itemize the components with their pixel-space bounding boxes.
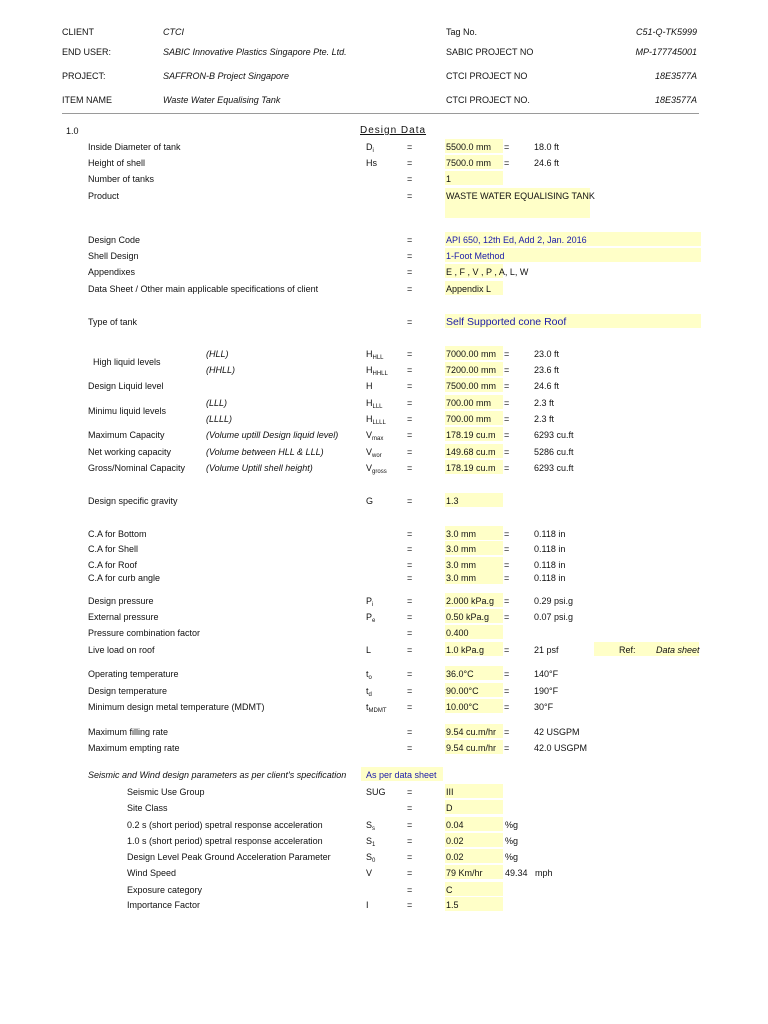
row-converted-value: 0.29 psi.g [534,596,574,606]
seismic-row-value: 79 Km/hr [446,868,483,878]
row-equals: = [407,612,413,622]
row-label: External pressure [88,612,159,622]
row-label: Inside Diameter of tank [88,142,181,152]
row-equals-conversion: = [504,463,510,473]
row-symbol: $H_{LLLL}$ [366,414,386,426]
row-label: Live load on roof [88,645,155,655]
row-value: 36.0°C [446,669,474,679]
row-note: (Volume uptill Design liquid level) [206,430,339,440]
row-value: WASTE WATER EQUALISING TANK [446,191,595,201]
row-label: Gross/Nominal Capacity [88,463,186,473]
row-value: API 650, 12th Ed, Add 2, Jan. 2016 [446,235,587,245]
reference-value: Data sheet [656,645,700,655]
row-equals: = [407,191,413,201]
header-value-end-user: SABIC Innovative Plastics Singapore Pte. Ltd. [163,47,347,57]
row-converted-value: 5286 cu.ft [534,447,574,457]
section-number: 1.0 [66,126,79,136]
row-symbol: L [366,645,372,655]
row-equals-conversion: = [504,560,510,570]
row-equals: = [407,284,413,294]
seismic-row-equals: = [407,900,413,910]
row-converted-value: 2.3 ft [534,398,555,408]
row-label: C.A for Roof [88,560,138,570]
row-equals-conversion: = [504,727,510,737]
row-symbol-subscript: i [372,602,374,608]
row-converted-value: 6293 cu.ft [534,463,574,473]
row-symbol: G [366,496,374,506]
header-value-item-name: Waste Water Equalising Tank [163,95,281,105]
row-label: C.A for Shell [88,544,139,554]
row-equals: = [407,398,413,408]
row-equals-conversion: = [504,612,510,622]
row-label: Design specific gravity [88,496,178,506]
section-title: Design Data [360,125,427,136]
row-symbol-subscript: gross [372,469,387,475]
seismic-row-value: 0.04 [446,820,464,830]
value-highlight [445,171,503,185]
row-equals-conversion: = [504,529,510,539]
row-equals: = [407,430,413,440]
row-equals: = [407,702,413,712]
header-label-project: PROJECT: [62,71,106,81]
row-label: C.A for Bottom [88,529,147,539]
row-label: Maximum empting rate [88,743,180,753]
row-equals-conversion: = [504,414,510,424]
row-value: 700.00 mm [446,414,492,424]
header-value-client: CTCI [163,27,184,37]
row-converted-value: 18.0 ft [534,142,560,152]
row-converted-value: 42.0 USGPM [534,743,588,753]
row-symbol-subscript: HHLL [372,371,388,377]
row-label: Design Code [88,235,141,245]
row-equals: = [407,727,413,737]
row-value: 700.00 mm [446,398,492,408]
seismic-row-label: Exposure category [127,885,203,895]
seismic-row-value: 1.5 [446,900,459,910]
seismic-value-highlight [445,784,503,798]
row-equals: = [407,251,413,261]
row-value: 3.0 mm [446,544,477,554]
row-symbol: H [366,381,373,391]
header-value-tag: C51-Q-TK5999 [635,27,697,37]
seismic-row-label: Wind Speed [127,868,177,878]
row-equals: = [407,235,413,245]
row-equals-conversion: = [504,381,510,391]
seismic-row-symbol: V [366,868,373,878]
seismic-row-equals: = [407,820,413,830]
row-value: 149.68 cu.m [446,447,496,457]
row-equals-conversion: = [504,544,510,554]
row-symbol-subscript: e [372,618,376,624]
row-label: Design Liquid level [88,381,164,391]
row-converted-value: 0.118 in [534,560,566,570]
seismic-row-equals: = [407,885,413,895]
row-equals-conversion: = [504,669,510,679]
row-equals-conversion: = [504,447,510,457]
seismic-row-symbol: $S_1$ [366,836,376,848]
header-divider [62,113,699,114]
row-symbol-subscript: i [372,148,374,154]
seismic-row-unit: %g [505,852,519,862]
row-equals-conversion: = [504,686,510,696]
row-symbol: $V_{gross}$ [366,463,387,475]
row-value: 1 [446,174,452,184]
seismic-row-equals: = [407,787,413,797]
row-converted-value: 42 USGPM [534,727,580,737]
row-equals: = [407,142,413,152]
seismic-heading: Seismic and Wind design parameters as per client's specification [88,770,347,780]
row-symbol: Hs [366,158,377,168]
row-converted-value: 6293 cu.ft [534,430,574,440]
row-symbol-subscript: MDMT [368,708,387,714]
row-equals-conversion: = [504,398,510,408]
row-value: 7000.00 mm [446,349,497,359]
row-equals: = [407,496,413,506]
row-label: Design pressure [88,596,154,606]
row-note: (HLL) [206,349,229,359]
row-symbol: $V_{max}$ [366,430,384,442]
row-symbol: $H_{HHLL}$ [366,365,388,377]
row-converted-value: 140°F [534,669,559,679]
seismic-row-value: III [446,787,454,797]
header-label-tag: Tag No. [446,27,478,37]
row-value: 1-Foot Method [446,251,505,261]
row-label: High liquid levels [93,357,161,367]
row-symbol: $P_i$ [366,596,374,608]
row-symbol: $H_{HLL}$ [366,349,384,361]
header-label-sabic-project: SABIC PROJECT NO [446,47,534,57]
row-label: Design temperature [88,686,168,696]
row-equals: = [407,628,413,638]
row-value: 1.0 kPa.g [446,645,485,655]
row-equals: = [407,596,413,606]
seismic-row-label: Site Class [127,803,168,813]
row-label: Operating temperature [88,669,179,679]
row-value: 90.00°C [446,686,479,696]
row-converted-value: 0.118 in [534,573,566,583]
row-value: 178.19 cu.m [446,430,496,440]
row-equals: = [407,365,413,375]
row-value: 7500.00 mm [446,381,497,391]
header-value-project: SAFFRON-B Project Singapore [163,71,290,81]
row-label: Appendixes [88,267,136,277]
row-value: E , F , V , P , A, L, W [446,267,529,277]
row-converted-value: 21 psf [534,645,559,655]
row-symbol: $V_{wor}$ [366,447,382,459]
row-symbol: $P_e$ [366,612,376,624]
header-label-ctci-project-2: CTCI PROJECT NO. [446,95,530,105]
row-converted-value: 24.6 ft [534,158,560,168]
header-label-ctci-project: CTCI PROJECT NO [446,71,528,81]
row-value: 7500.0 mm [446,158,492,168]
seismic-row-label: Importance Factor [127,900,201,910]
seismic-row-symbol-subscript: 0 [372,858,376,864]
header-label-end-user: END USER: [62,47,112,57]
row-equals-conversion: = [504,743,510,753]
row-value: 1.3 [446,496,459,506]
row-label: C.A for curb angle [88,573,161,583]
seismic-row-extra: 49.34 [505,868,528,878]
seismic-row-symbol-subscript: 1 [372,842,376,848]
row-value: 2.000 kPa.g [446,596,495,606]
row-value: Self Supported cone Roof [446,316,567,328]
header-value-ctci-project: 18E3577A [654,71,697,81]
row-label: Height of shell [88,158,146,168]
seismic-heading-value: As per data sheet [366,770,437,780]
row-converted-value: 0.118 in [534,544,566,554]
row-equals: = [407,463,413,473]
row-symbol-subscript: o [368,675,372,681]
row-label: Type of tank [88,317,138,327]
row-equals: = [407,669,413,679]
row-symbol-subscript: LLL [372,404,383,410]
row-equals: = [407,544,413,554]
row-converted-value: 2.3 ft [534,414,555,424]
seismic-row-symbol: $S_s$ [366,820,376,832]
header-value-sabic-project: MP-177745001 [635,47,697,57]
row-symbol-subscript: d [368,692,372,698]
reference-label: Ref: [619,645,636,655]
row-converted-value: 190°F [534,686,559,696]
row-symbol-subscript: LLLL [372,420,386,426]
row-equals-conversion: = [504,596,510,606]
row-symbol-subscript: max [372,436,384,442]
row-label: Minimum design metal temperature (MDMT) [88,702,265,712]
header-label-item-name: ITEM NAME [62,95,113,105]
row-converted-value: 0.07 psi.g [534,612,574,622]
seismic-row-symbol: $S_0$ [366,852,376,864]
row-value: 178.19 cu.m [446,463,496,473]
header-value-ctci-project-2: 18E3577A [654,95,697,105]
row-equals: = [407,174,413,184]
row-label: Maximum filling rate [88,727,169,737]
seismic-value-highlight [445,800,503,814]
row-equals-conversion: = [504,702,510,712]
seismic-row-unit: mph [535,868,553,878]
seismic-row-unit: %g [505,820,519,830]
row-equals-conversion: = [504,645,510,655]
row-equals: = [407,349,413,359]
seismic-row-label: Seismic Use Group [127,787,205,797]
seismic-row-unit: %g [505,836,519,846]
seismic-row-equals: = [407,803,413,813]
row-converted-value: 30°F [534,702,554,712]
row-label: Data Sheet / Other main applicable specifications of client [88,284,319,294]
row-symbol: $t_{MDMT}$ [366,702,387,714]
row-label: Product [88,191,120,201]
row-note: (LLL) [206,398,228,408]
row-equals: = [407,447,413,457]
row-value: 3.0 mm [446,529,477,539]
row-value: 0.50 kPa.g [446,612,490,622]
row-equals-conversion: = [504,573,510,583]
row-note: (Volume Uptill shell height) [206,463,313,473]
row-equals-conversion: = [504,142,510,152]
row-value: 9.54 cu.m/hr [446,743,497,753]
seismic-row-label: Design Level Peak Ground Acceleration Parameter [127,852,331,862]
seismic-value-highlight [445,882,503,896]
row-value: 5500.0 mm [446,142,492,152]
seismic-row-symbol-subscript: s [372,826,376,832]
row-symbol: $t_d$ [366,686,372,698]
row-equals: = [407,317,413,327]
row-equals: = [407,743,413,753]
seismic-row-equals: = [407,868,413,878]
row-symbol-subscript: HLL [372,355,384,361]
row-equals: = [407,267,413,277]
row-converted-value: 23.6 ft [534,365,560,375]
seismic-row-label: 0.2 s (short period) spetral response acceleration [127,820,323,830]
row-label: Shell Design [88,251,139,261]
row-symbol: $H_{LLL}$ [366,398,383,410]
seismic-row-symbol: I [366,900,369,910]
row-converted-value: 23.0 ft [534,349,560,359]
row-label: Pressure combination factor [88,628,201,638]
seismic-row-symbol: SUG [366,787,386,797]
seismic-row-equals: = [407,836,413,846]
row-note: (HHLL) [206,365,236,375]
seismic-row-value: 0.02 [446,852,464,862]
row-note: (LLLL) [206,414,233,424]
row-equals: = [407,158,413,168]
row-equals: = [407,686,413,696]
seismic-row-value: 0.02 [446,836,464,846]
row-equals: = [407,414,413,424]
seismic-row-value: C [446,885,453,895]
row-label: Minimu liquid levels [88,406,167,416]
row-equals: = [407,645,413,655]
seismic-row-equals: = [407,852,413,862]
row-label: Number of tanks [88,174,155,184]
row-equals: = [407,560,413,570]
row-equals-conversion: = [504,430,510,440]
row-converted-value: 0.118 in [534,529,566,539]
row-equals: = [407,573,413,583]
row-symbol-subscript: wor [372,453,382,459]
row-label: Maximum Capacity [88,430,165,440]
row-value: 3.0 mm [446,573,477,583]
row-symbol: $D_i$ [366,142,374,154]
row-value: 0.400 [446,628,469,638]
row-equals: = [407,529,413,539]
row-equals: = [407,381,413,391]
row-value: 7200.00 mm [446,365,497,375]
row-value: 9.54 cu.m/hr [446,727,497,737]
header-label-client: CLIENT [62,27,95,37]
row-equals-conversion: = [504,349,510,359]
row-value: 3.0 mm [446,560,477,570]
row-symbol: $t_o$ [366,669,372,681]
seismic-row-label: 1.0 s (short period) spetral response acceleration [127,836,323,846]
row-equals-conversion: = [504,365,510,375]
row-note: (Volume between HLL & LLL) [206,447,324,457]
row-equals-conversion: = [504,158,510,168]
row-value: Appendix L [446,284,492,294]
seismic-row-value: D [446,803,453,813]
row-label: Net working capacity [88,447,172,457]
row-converted-value: 24.6 ft [534,381,560,391]
row-value: 10.00°C [446,702,479,712]
